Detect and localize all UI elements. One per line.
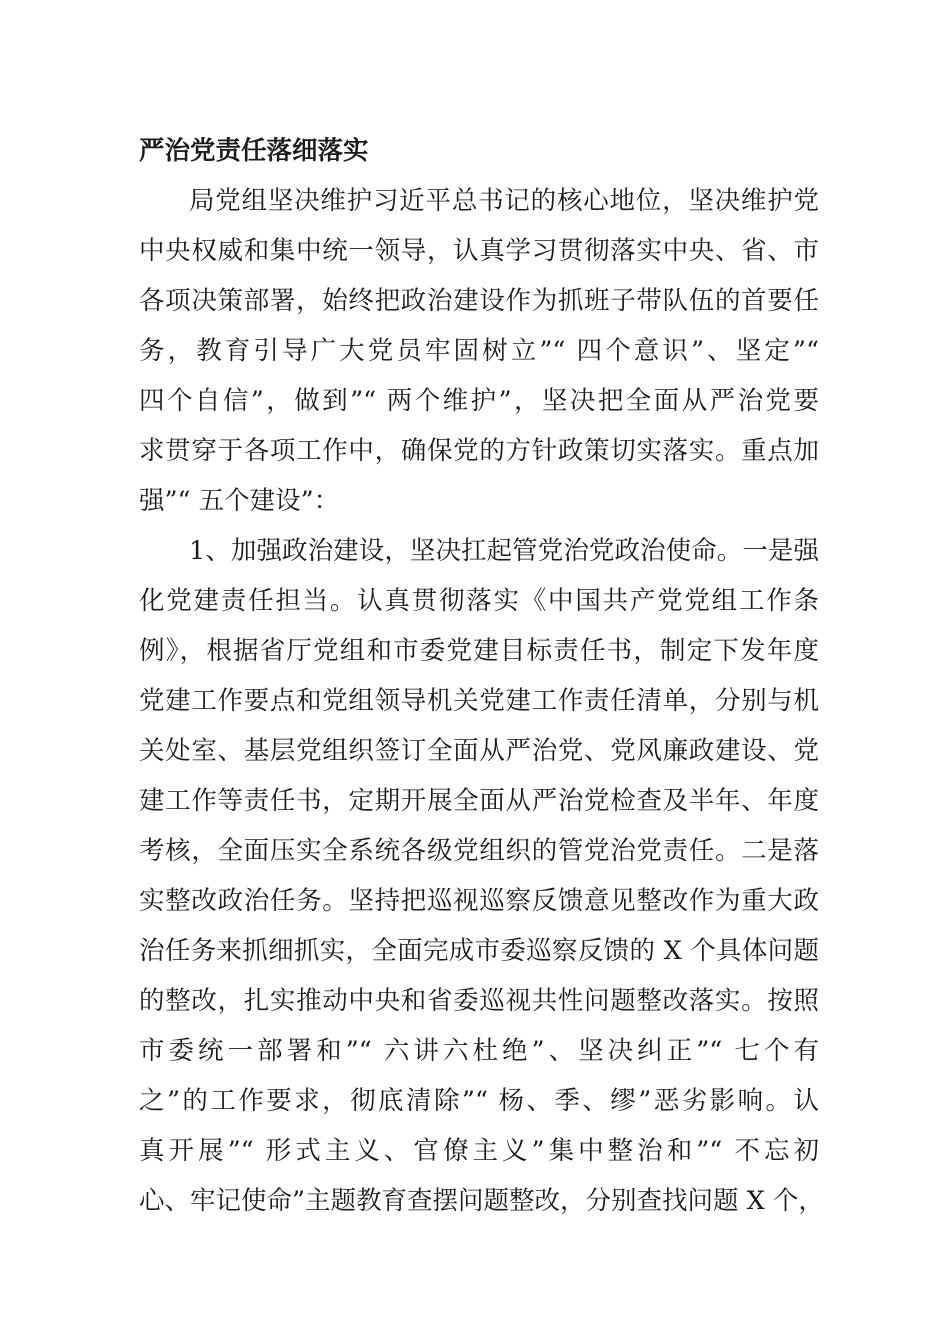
paragraph-2-line-3: 例》，根据省厅党组和市委党建目标责任书，制定下发年度 bbox=[139, 636, 819, 666]
paragraph-2-line-5: 关处室、基层党组织签订全面从严治党、党风廉政建设、党 bbox=[139, 736, 819, 766]
paragraph-2-line-12: 之”的工作要求，彻底清除”“ 杨、季、缪”恶劣影响。认 bbox=[139, 1086, 819, 1116]
paragraph-2-line-14: 心、牢记使命”主题教育查摆问题整改，分别查找问题 X 个， bbox=[139, 1186, 824, 1216]
paragraph-2-line-6: 建工作等责任书，定期开展全面从严治党检查及半年、年度 bbox=[139, 786, 819, 816]
paragraph-2-line-11: 市委统一部署和”“ 六讲六杜绝”、坚决纠正”“ 七个有 bbox=[139, 1036, 819, 1066]
paragraph-1-line-6: 求贯穿于各项工作中，确保党的方针政策切实落实。重点加 bbox=[139, 436, 819, 466]
paragraph-2-line-1: 1、加强政治建设，坚决扛起管党治党政治使命。一是强 bbox=[189, 536, 819, 566]
paragraph-2-line-9: 治任务来抓细抓实，全面完成市委巡察反馈的 X 个具体问题 bbox=[139, 936, 819, 966]
section-heading: 严治党责任落细落实 bbox=[139, 136, 369, 166]
paragraph-2-line-7: 考核，全面压实全系统各级党组织的管党治党责任。二是落 bbox=[139, 836, 819, 866]
paragraph-1-line-3: 各项决策部署，始终把政治建设作为抓班子带队伍的首要任 bbox=[139, 286, 819, 316]
paragraph-2-line-4: 党建工作要点和党组领导机关党建工作责任清单，分别与机 bbox=[139, 686, 819, 716]
paragraph-1-line-4: 务，教育引导广大党员牢固树立”“ 四个意识”、坚定”“ bbox=[139, 336, 819, 366]
paragraph-2-line-8: 实整改政治任务。坚持把巡视巡察反馈意见整改作为重大政 bbox=[139, 886, 819, 916]
paragraph-2-line-2: 化党建责任担当。认真贯彻落实《中国共产党党组工作条 bbox=[139, 586, 819, 616]
paragraph-2-line-10: 的整改，扎实推动中央和省委巡视共性问题整改落实。按照 bbox=[139, 986, 819, 1016]
paragraph-1-line-2: 中央权威和集中统一领导，认真学习贯彻落实中央、省、市 bbox=[139, 236, 819, 266]
paragraph-2-line-13: 真开展”“ 形式主义、官僚主义”集中整治和”“ 不忘初 bbox=[139, 1136, 819, 1166]
paragraph-1-line-7: 强”“ 五个建设”： bbox=[139, 486, 340, 516]
paragraph-1-line-5: 四个自信”，做到”“ 两个维护”，坚决把全面从严治党要 bbox=[139, 386, 819, 416]
paragraph-1-line-1: 局党组坚决维护习近平总书记的核心地位，坚决维护党 bbox=[189, 186, 819, 216]
